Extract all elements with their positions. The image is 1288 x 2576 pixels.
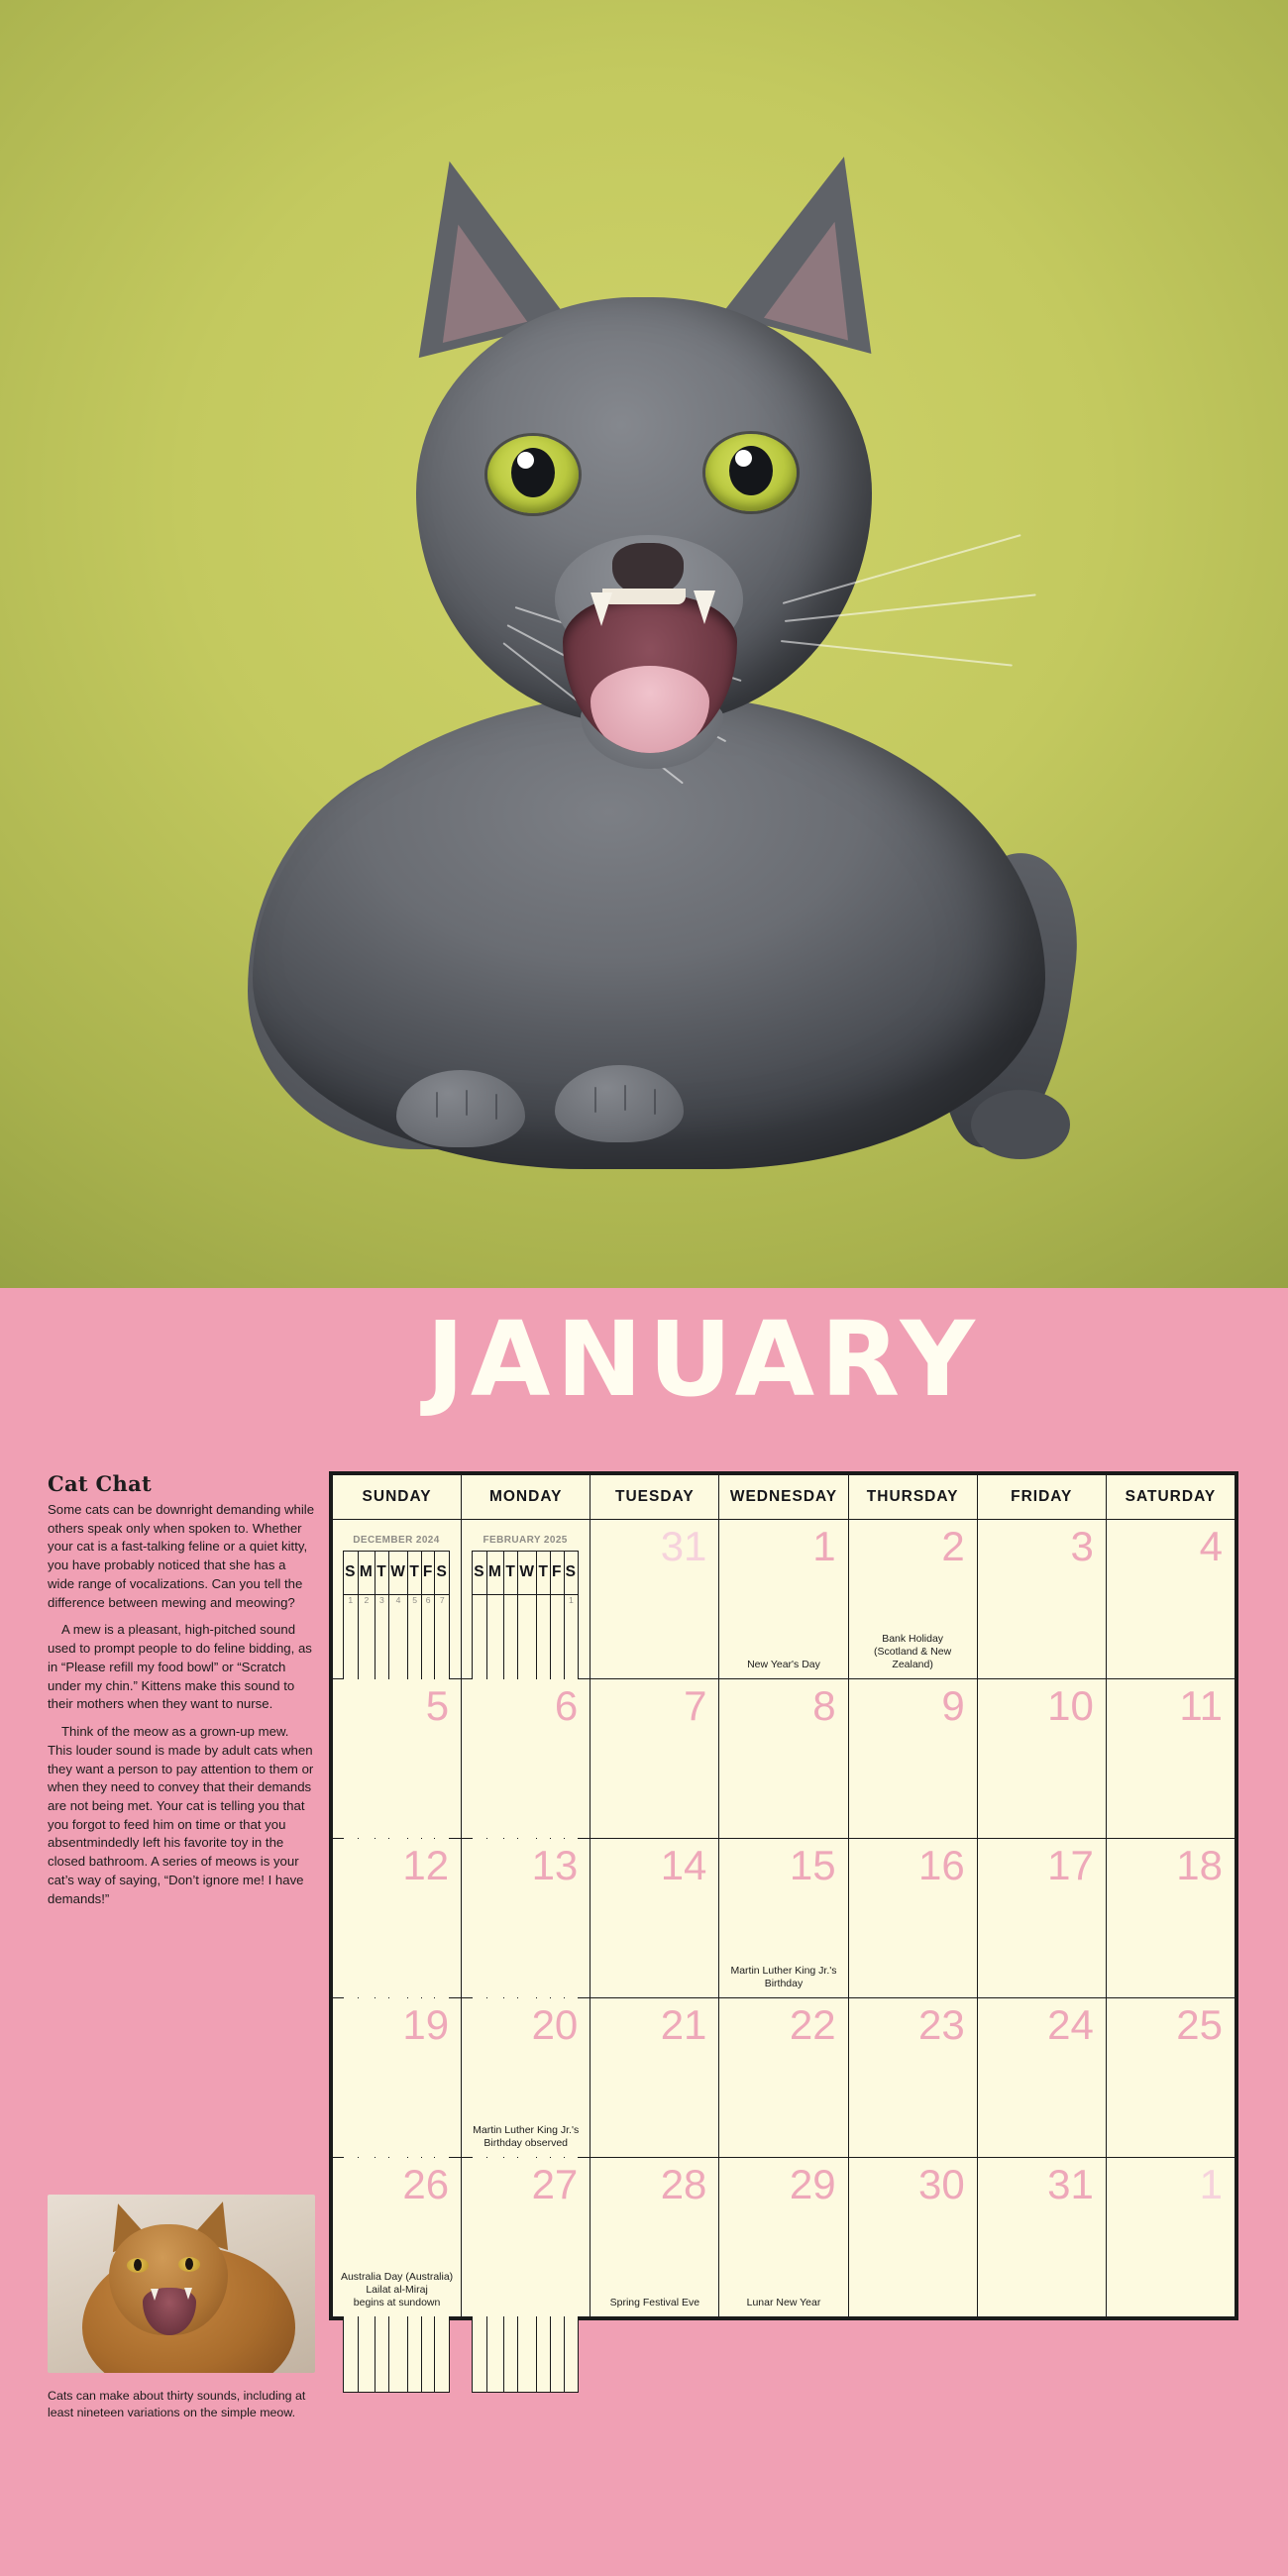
sidebar-cat-fang-left (151, 2289, 159, 2301)
calendar-day-cell[interactable] (848, 2158, 977, 2317)
cat-teeth (602, 589, 686, 604)
day-number: 8 (812, 1682, 836, 1729)
mini-weekday-header: T (504, 1551, 518, 1594)
day-event-line: Australia Day (Australia) (340, 2270, 454, 2283)
mini-day-cell: 4 (388, 1594, 408, 1754)
essay-title: Cat Chat (48, 1471, 153, 1496)
calendar-grid (329, 1471, 1238, 2320)
mini-weekday-header: S (344, 1551, 359, 1594)
calendar-day-cell[interactable] (977, 2158, 1106, 2317)
day-event-line: New Year's Day (747, 1658, 820, 1670)
mini-day-cell: 5 (408, 1594, 422, 1754)
sidebar-cat-fang-right (184, 2288, 192, 2300)
calendar-day-cell[interactable] (333, 1998, 462, 2158)
day-events (466, 2124, 586, 2150)
day-number: 13 (531, 1842, 579, 1888)
mini-weekday-header: M (486, 1551, 504, 1594)
day-event-line: Martin Luther King Jr.'s (730, 1964, 837, 1977)
whisker (781, 640, 1013, 667)
mini-weekday-header: T (537, 1551, 551, 1594)
month-title: JANUARY (426, 1299, 981, 1420)
day-events (723, 1659, 843, 1671)
mini-weekday-header: F (421, 1551, 435, 1594)
mini-day-cell: 6 (421, 1594, 435, 1754)
calendar-day-cell[interactable] (590, 1839, 719, 1998)
photo-caption: Cats can make about thirty sounds, including at least nineteen variations on the simple meow. (48, 2389, 306, 2419)
weekday-header: TUESDAY (590, 1475, 719, 1520)
mini-day-cell: 1 (344, 1594, 359, 1754)
mini-day-cell: 3 (376, 1594, 389, 1754)
day-number: 24 (1047, 2001, 1094, 2048)
calendar-day-cell[interactable] (1106, 1839, 1234, 1998)
calendar-day-cell[interactable] (1106, 2158, 1234, 2317)
essay-paragraph: A mew is a pleasant, high-pitched sound used to prompt people to do feline bidding, as in “Please refill my food bowl” or “Scratch under my chin.” Kittens make this sound to their mothers when they want to nurse. (48, 1622, 312, 1712)
day-events (337, 2271, 457, 2309)
calendar-day-cell[interactable] (333, 1520, 462, 1679)
day-number: 5 (425, 1682, 450, 1729)
calendar-day-cell[interactable] (462, 1998, 590, 2158)
calendar-day-cell[interactable] (1106, 1998, 1234, 2158)
calendar-day-cell[interactable] (590, 2158, 719, 2317)
day-number: 30 (917, 2161, 965, 2207)
weekday-header: WEDNESDAY (719, 1475, 848, 1520)
day-number: 19 (402, 2001, 450, 2048)
calendar-week-row (333, 1679, 1235, 1839)
day-number: 10 (1047, 1682, 1094, 1729)
day-event-line: Birthday (764, 1977, 804, 1989)
calendar-day-cell[interactable] (848, 1998, 977, 2158)
calendar-body (333, 1520, 1235, 2317)
day-number: 22 (789, 2001, 836, 2048)
calendar-day-cell[interactable] (333, 1839, 462, 1998)
essay-paragraph: Some cats can be downright demanding while others speak only when spoken to. Whether your cat is a fast-talking feline or a quiet kitty, you have probably noticed that she has a wide range of vocalizations. Can you tell the difference between mewing and meowing? (48, 1502, 315, 1610)
calendar-day-cell[interactable] (719, 2158, 848, 2317)
day-event-line: Lunar New Year (746, 2296, 821, 2308)
weekday-header: SATURDAY (1106, 1475, 1234, 1520)
day-number: 4 (1199, 1523, 1223, 1569)
day-number: 23 (917, 2001, 965, 2048)
day-number: 6 (554, 1682, 579, 1729)
day-event-line: Birthday observed (483, 2136, 569, 2149)
day-number: 31 (1047, 2161, 1094, 2207)
day-number: 2 (941, 1523, 965, 1569)
calendar-day-cell[interactable] (462, 2158, 590, 2317)
essay-paragraph: Think of the meow as a grown-up mew. This louder sound is made by adult cats when they want a person to pay attention to them or when they need to convey that their demands are not being met. Your cat is telling you that you forgot to feed him on time or that you absentmindedly left his favorite toy in the closed bathroom. A series of meows is your cat’s way of saying, “Don’t ignore me! I have demands!” (48, 1724, 314, 1906)
calendar-day-cell[interactable] (848, 1839, 977, 1998)
calendar-day-cell[interactable] (719, 1998, 848, 2158)
calendar-area (0, 1288, 1288, 2576)
calendar-day-cell[interactable] (719, 1520, 848, 1679)
calendar-week-row (333, 2158, 1235, 2317)
mini-weekday-header: F (551, 1551, 565, 1594)
day-number: 1 (812, 1523, 836, 1569)
mini-weekday-header: S (435, 1551, 450, 1594)
calendar-day-cell[interactable] (1106, 1679, 1234, 1839)
calendar-day-cell[interactable] (848, 1679, 977, 1839)
calendar-table (332, 1474, 1235, 2317)
day-number: 15 (789, 1842, 836, 1888)
calendar-day-cell[interactable] (977, 1520, 1106, 1679)
sidebar-cat-pupil-right (185, 2258, 193, 2270)
calendar-day-cell[interactable] (1106, 1520, 1234, 1679)
mini-day-cell: 2 (358, 1594, 376, 1754)
mini-month-title: DECEMBER 2024 (353, 1535, 440, 1546)
weekday-header: FRIDAY (977, 1475, 1106, 1520)
weekday-header-row (333, 1475, 1235, 1520)
mini-month-title: FEBRUARY 2025 (483, 1535, 568, 1546)
calendar-week-row (333, 1839, 1235, 1998)
day-event-line: Martin Luther King Jr.'s (473, 2123, 580, 2136)
essay-sidebar (48, 1471, 315, 1917)
day-event-line: begins at sundown (353, 2296, 441, 2308)
day-number: 29 (789, 2161, 836, 2207)
day-event-line: Bank Holiday (882, 1632, 944, 1645)
weekday-header: SUNDAY (333, 1475, 462, 1520)
calendar-day-cell[interactable] (333, 1679, 462, 1839)
weekday-header: MONDAY (462, 1475, 590, 1520)
calendar-day-cell[interactable] (719, 1839, 848, 1998)
calendar-day-cell[interactable] (719, 1679, 848, 1839)
sidebar-cat-pupil-left (134, 2259, 142, 2271)
calendar-day-cell[interactable] (462, 1679, 590, 1839)
cat-tail-tip (971, 1090, 1070, 1159)
day-event-line: (Scotland & New Zealand) (874, 1645, 952, 1670)
weekday-header: THURSDAY (848, 1475, 977, 1520)
day-number: 20 (531, 2001, 579, 2048)
cat-eye-glint-left (517, 452, 534, 469)
day-number: 16 (917, 1842, 965, 1888)
day-number: 9 (941, 1682, 965, 1729)
day-event-line: Spring Festival Eve (609, 2296, 700, 2308)
day-number: 12 (402, 1842, 450, 1888)
calendar-day-cell[interactable] (590, 1679, 719, 1839)
day-events (594, 2297, 714, 2309)
day-number: 28 (660, 2161, 707, 2207)
day-number: 1 (1199, 2161, 1223, 2207)
calendar-day-cell[interactable] (977, 1998, 1106, 2158)
day-event-line: Lailat al-Miraj (366, 2283, 428, 2296)
mini-day-cell: 7 (435, 1594, 450, 1754)
day-number: 11 (1179, 1682, 1223, 1729)
sidebar-photo (48, 2195, 315, 2373)
day-number: 7 (684, 1682, 707, 1729)
mini-weekday-header: S (473, 1551, 487, 1594)
cat-fang-right (694, 590, 715, 624)
cat-eye-glint-right (735, 450, 752, 467)
cat-tongue (590, 666, 709, 753)
day-events (853, 1633, 973, 1671)
calendar-day-cell[interactable] (590, 1520, 719, 1679)
calendar-day-cell[interactable] (333, 2158, 462, 2317)
day-number: 14 (660, 1842, 707, 1888)
mini-weekday-header: T (376, 1551, 389, 1594)
day-number: 17 (1047, 1842, 1094, 1888)
mini-weekday-header: W (388, 1551, 408, 1594)
day-events (723, 1965, 843, 1990)
calendar-day-cell[interactable] (462, 1839, 590, 1998)
day-events (723, 2297, 843, 2309)
calendar-day-cell[interactable] (977, 1839, 1106, 1998)
calendar-week-row (333, 1998, 1235, 2158)
day-number: 26 (402, 2161, 450, 2207)
day-number: 31 (660, 1523, 707, 1569)
day-number: 18 (1176, 1842, 1223, 1888)
day-number: 27 (531, 2161, 579, 2207)
day-number: 25 (1176, 2001, 1223, 2048)
calendar-day-cell[interactable] (977, 1679, 1106, 1839)
calendar-day-cell[interactable] (462, 1520, 590, 1679)
essay-body (48, 1501, 315, 1908)
cat-fang-left (590, 592, 612, 626)
day-number: 3 (1070, 1523, 1094, 1569)
mini-weekday-header: W (517, 1551, 537, 1594)
mini-weekday-header: M (358, 1551, 376, 1594)
calendar-day-cell[interactable] (848, 1520, 977, 1679)
calendar-week-row (333, 1520, 1235, 1679)
calendar-day-cell[interactable] (590, 1998, 719, 2158)
mini-day-cell: 1 (564, 1594, 579, 1754)
mini-weekday-header: S (564, 1551, 579, 1594)
day-number: 21 (660, 2001, 707, 2048)
mini-weekday-header: T (408, 1551, 422, 1594)
